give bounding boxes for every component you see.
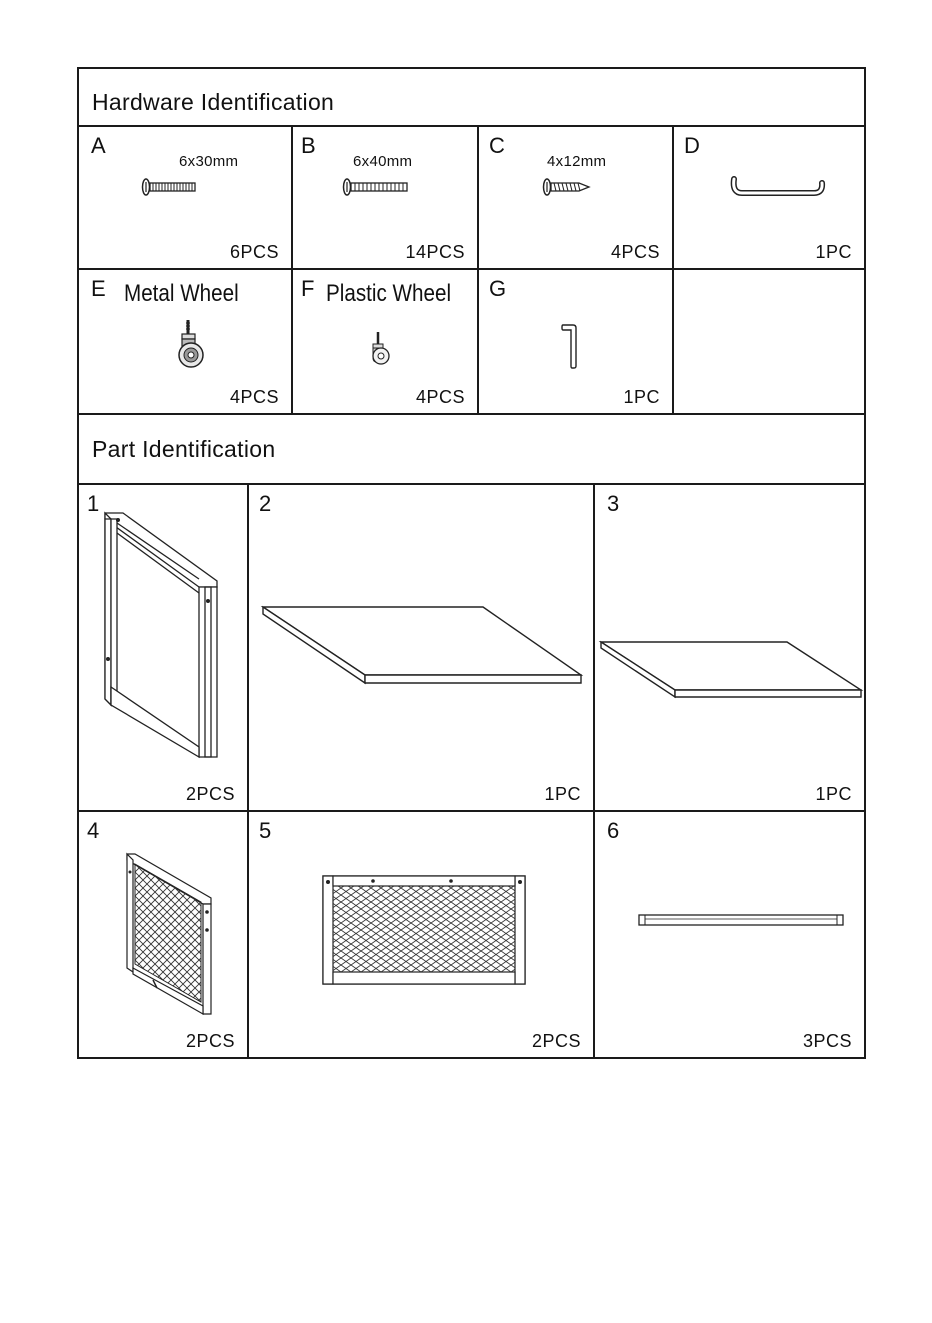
hardware-letter: E [91, 276, 106, 301]
hardware-item-a [79, 127, 291, 268]
small-panel-icon [599, 640, 863, 704]
wheel-label: Plastic Wheel [326, 280, 452, 307]
allen-key-icon [561, 322, 581, 370]
hardware-item-g [479, 270, 672, 413]
part-number: 5 [259, 818, 272, 843]
hardware-item-b [293, 127, 477, 268]
side-frame-icon [97, 509, 217, 759]
screw-size: 6x30mm [179, 153, 239, 170]
wood-screw-icon [543, 178, 591, 196]
hardware-item-f [293, 270, 477, 413]
hardware-letter: G [489, 276, 507, 301]
quantity-label: 2PCS [185, 1031, 235, 1051]
hardware-item-e [79, 270, 291, 413]
parts-section-title: Part Identification [92, 436, 276, 462]
quantity-label: 2PCS [185, 784, 235, 804]
hardware-item-d [674, 127, 864, 268]
quantity-label: 3PCS [802, 1031, 852, 1051]
hardware-letter: D [684, 133, 700, 158]
quantity-label: 4PCS [229, 387, 279, 407]
screw-size: 4x12mm [547, 153, 607, 170]
hardware-section-title: Hardware Identification [92, 89, 335, 115]
part-number: 1 [87, 491, 100, 516]
hardware-letter: B [301, 133, 316, 158]
metal-caster-icon [177, 320, 211, 372]
part-item-1 [79, 485, 247, 810]
hardware-item-c [479, 127, 672, 268]
quantity-label: 6PCS [229, 242, 279, 262]
quantity-label: 1PC [815, 784, 852, 804]
mesh-side-panel-icon [123, 852, 215, 1016]
quantity-label: 1PC [815, 242, 852, 262]
part-item-4 [79, 812, 247, 1057]
crossbar-icon [637, 912, 845, 928]
part-item-6 [595, 812, 864, 1057]
plastic-caster-icon [370, 332, 394, 366]
hardware-letter: F [301, 276, 315, 301]
screw-size: 6x40mm [353, 153, 413, 170]
mesh-panel-icon [321, 874, 527, 986]
part-number: 3 [607, 491, 620, 516]
part-number: 4 [87, 818, 100, 843]
quantity-label: 4PCS [610, 242, 660, 262]
quantity-label: 4PCS [415, 387, 465, 407]
part-item-2 [249, 485, 593, 810]
part-number: 2 [259, 491, 272, 516]
quantity-label: 1PC [544, 784, 581, 804]
quantity-label: 14PCS [405, 242, 465, 262]
divider [79, 413, 864, 415]
large-panel-icon [261, 605, 583, 689]
hardware-letter: A [91, 133, 106, 158]
part-number: 6 [607, 818, 620, 843]
screw-icon [142, 178, 198, 196]
part-item-3 [595, 485, 864, 810]
part-item-5 [249, 812, 593, 1057]
quantity-label: 2PCS [531, 1031, 581, 1051]
quantity-label: 1PC [623, 387, 660, 407]
handle-icon [730, 175, 826, 199]
hardware-letter: C [489, 133, 505, 158]
screw-icon [343, 178, 409, 196]
identification-sheet [77, 67, 866, 1059]
wheel-label: Metal Wheel [124, 280, 239, 307]
